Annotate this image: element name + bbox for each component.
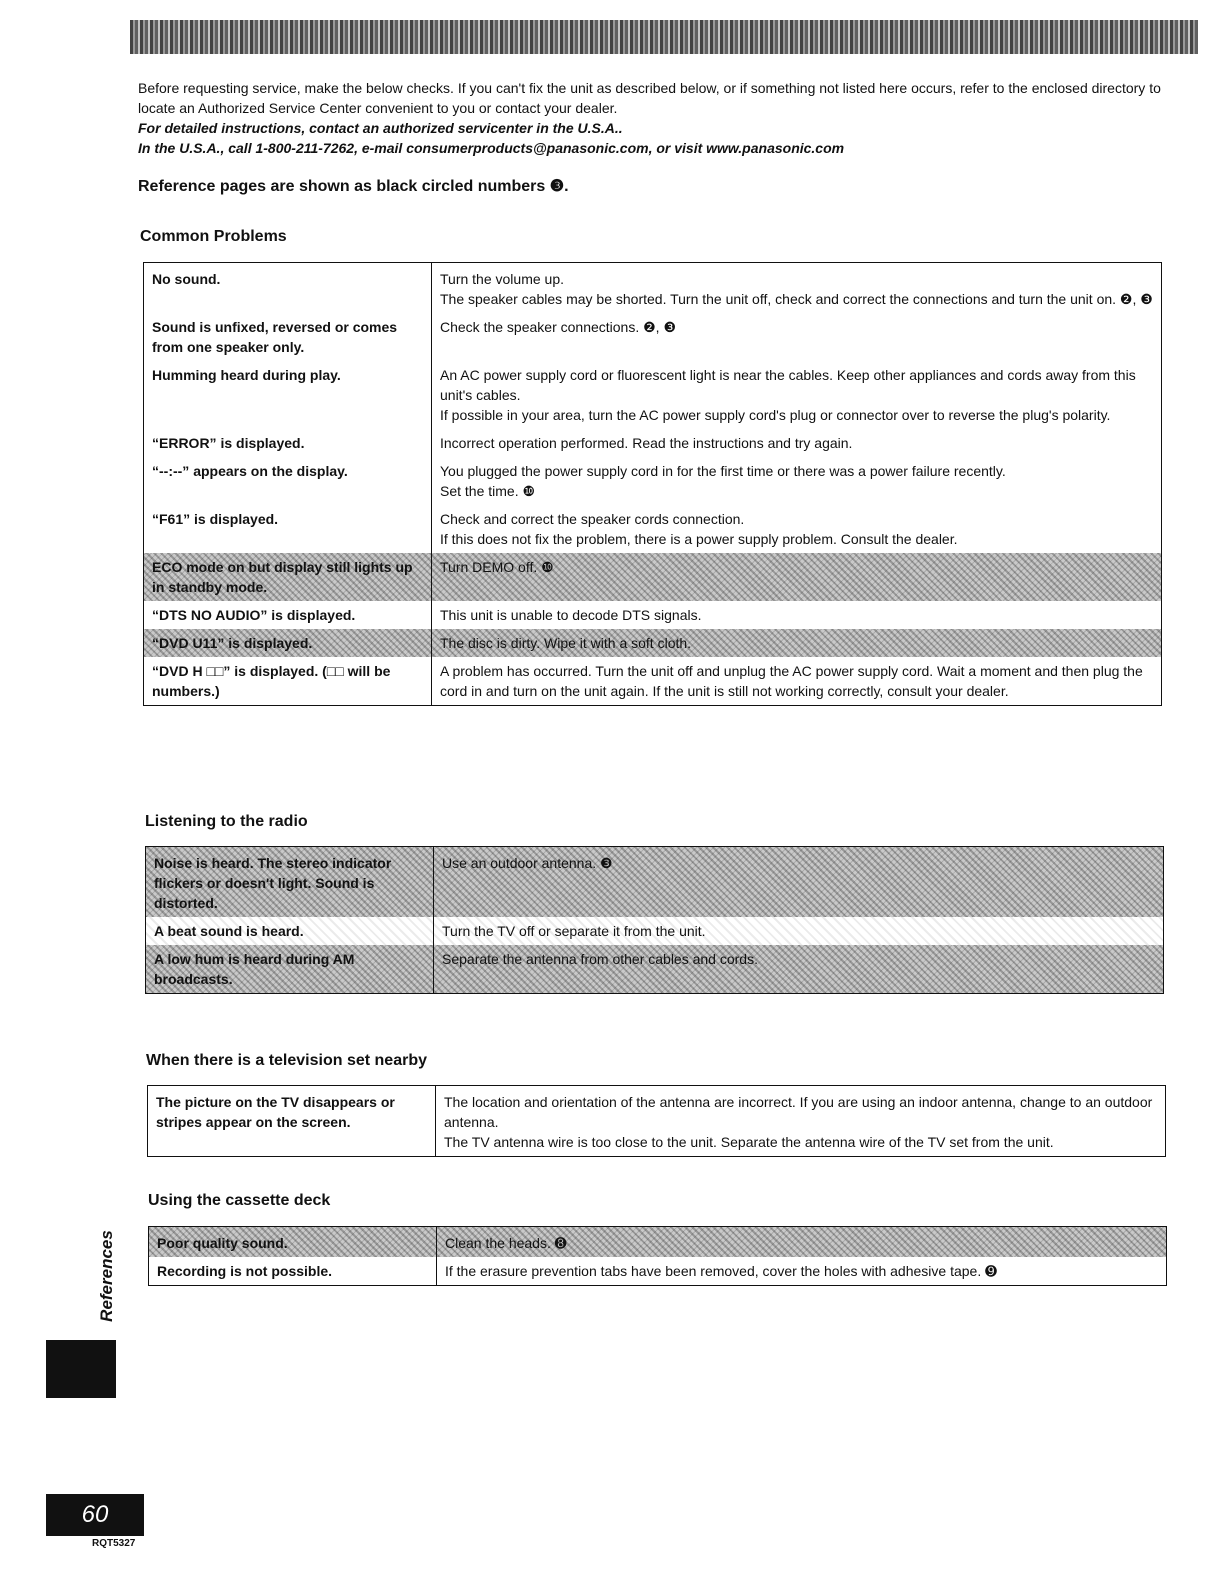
table-radio [145,846,1164,994]
intro-usa-instructions: For detailed instructions, contact an authorized servicenter in the U.S.A.. [138,120,623,136]
solution-text: The speaker cables may be shorted. Turn the unit off, check and correct the connections and turn the unit on. ❷, ❸ [440,291,1153,307]
solution-cell [432,263,1162,314]
problem-cell: “--:--” appears on the display. [144,457,432,505]
solution-cell [437,1257,1167,1286]
problem-cell: Humming heard during play. [144,361,432,429]
table-row [144,505,1162,553]
problem-cell: “F61” is displayed. [144,505,432,553]
table-row [144,313,1162,361]
solution-text: Check the speaker connections. ❷, ❸ [440,319,676,335]
intro-block [138,78,1168,158]
problem-cell: ECO mode on but display still lights up in standby mode. [144,553,432,601]
table-row [149,1227,1167,1258]
table-row [144,263,1162,314]
table-common [143,262,1162,706]
solution-cell [432,313,1162,361]
solution-text: Turn the volume up. [440,271,564,287]
solution-text: The TV antenna wire is too close to the unit. Separate the antenna wire of the TV set from the unit. [444,1134,1054,1150]
solution-text: If the erasure prevention tabs have been removed, cover the holes with adhesive tape. ➒ [445,1263,997,1279]
problem-cell: Recording is not possible. [149,1257,437,1286]
problem-cell: “DTS NO AUDIO” is displayed. [144,601,432,629]
problem-cell: No sound. [144,263,432,314]
solution-cell [434,847,1164,918]
problem-cell: Noise is heard. The stereo indicator flickers or doesn't light. Sound is distorted. [146,847,434,918]
solution-text: Check and correct the speaker cords connection. [440,511,745,527]
section-title-tv: When there is a television set nearby [146,1052,427,1069]
solution-cell [432,553,1162,601]
table-row [148,1086,1166,1157]
solution-text: A problem has occurred. Turn the unit off and unplug the AC power supply cord. Wait a moment and then plug the cord in and turn on the unit again. If the unit is still not working correctly, consult your dealer. [440,663,1143,699]
solution-cell [432,429,1162,457]
section-tab-marker [46,1340,116,1398]
solution-text: If this does not fix the problem, there is a power supply problem. Consult the dealer. [440,531,958,547]
problem-cell: A low hum is heard during AM broadcasts. [146,945,434,994]
solution-text: You plugged the power supply cord in for the first time or there was a power failure recently. [440,463,1006,479]
solution-text: The location and orientation of the antenna are incorrect. If you are using an indoor antenna, change to an outdoor antenna. [444,1094,1153,1130]
problem-cell: “ERROR” is displayed. [144,429,432,457]
model-code: RQT5327 [92,1538,136,1549]
side-label-text: References [97,1230,116,1322]
solution-text: Clean the heads. ➑ [445,1235,567,1251]
solution-cell [432,657,1162,706]
section-title-common: Common Problems [140,228,287,245]
solution-text: Turn DEMO off. ❿ [440,559,554,575]
table-cassette [148,1226,1167,1286]
problem-cell: Poor quality sound. [149,1227,437,1258]
table-row [144,429,1162,457]
solution-cell [432,457,1162,505]
table-row [144,657,1162,706]
table-row [146,917,1164,945]
table-row [144,601,1162,629]
problem-cell: “DVD U11” is displayed. [144,629,432,657]
solution-text: This unit is unable to decode DTS signals. [440,607,702,623]
solution-cell [434,945,1164,994]
solution-text: The disc is dirty. Wipe it with a soft cloth. [440,635,692,651]
table-row [146,847,1164,918]
table-row [146,945,1164,994]
table-row [144,629,1162,657]
solution-text: Incorrect operation performed. Read the instructions and try again. [440,435,853,451]
solution-text: Set the time. ❿ [440,483,536,499]
problem-cell: A beat sound is heard. [146,917,434,945]
solution-text: Turn the TV off or separate it from the unit. [442,923,706,939]
table-row [144,457,1162,505]
section-title-cassette: Using the cassette deck [148,1192,331,1209]
table-tv [147,1085,1166,1157]
problem-cell: “DVD H □□” is displayed. (□□ will be numbers.) [144,657,432,706]
solution-cell [436,1086,1166,1157]
solution-text: Separate the antenna from other cables and cords. [442,951,758,967]
section-title-radio: Listening to the radio [145,813,308,830]
solution-cell [432,505,1162,553]
problem-cell: Sound is unfixed, reversed or comes from one speaker only. [144,313,432,361]
solution-cell [432,601,1162,629]
reference-note: Reference pages are shown as black circled numbers ❸. [138,178,569,195]
problem-cell: The picture on the TV disappears or stripes appear on the screen. [148,1086,436,1157]
solution-cell [434,917,1164,945]
solution-text: An AC power supply cord or fluorescent light is near the cables. Keep other appliances and cords away from this unit's cables. [440,367,1136,403]
page-number: 60 [46,1494,144,1536]
side-section-label [96,1226,118,1326]
table-row [144,361,1162,429]
solution-cell [432,629,1162,657]
solution-text: Use an outdoor antenna. ❸ [442,855,613,871]
table-row [144,553,1162,601]
table-row [149,1257,1167,1286]
intro-usa-contact: In the U.S.A., call 1-800-211-7262, e-mail consumerproducts@panasonic.com, or visit www.panasonic.com [138,140,845,156]
header-banner [130,20,1198,54]
solution-cell [432,361,1162,429]
solution-cell [437,1227,1167,1258]
intro-text: Before requesting service, make the below checks. If you can't fix the unit as described below, or if something not listed here occurs, refer to the enclosed directory to locate an Authorized Service Center convenient to you or contact your dealer. [138,80,1161,116]
solution-text: If possible in your area, turn the AC power supply cord's plug or connector over to reverse the plug's polarity. [440,407,1111,423]
